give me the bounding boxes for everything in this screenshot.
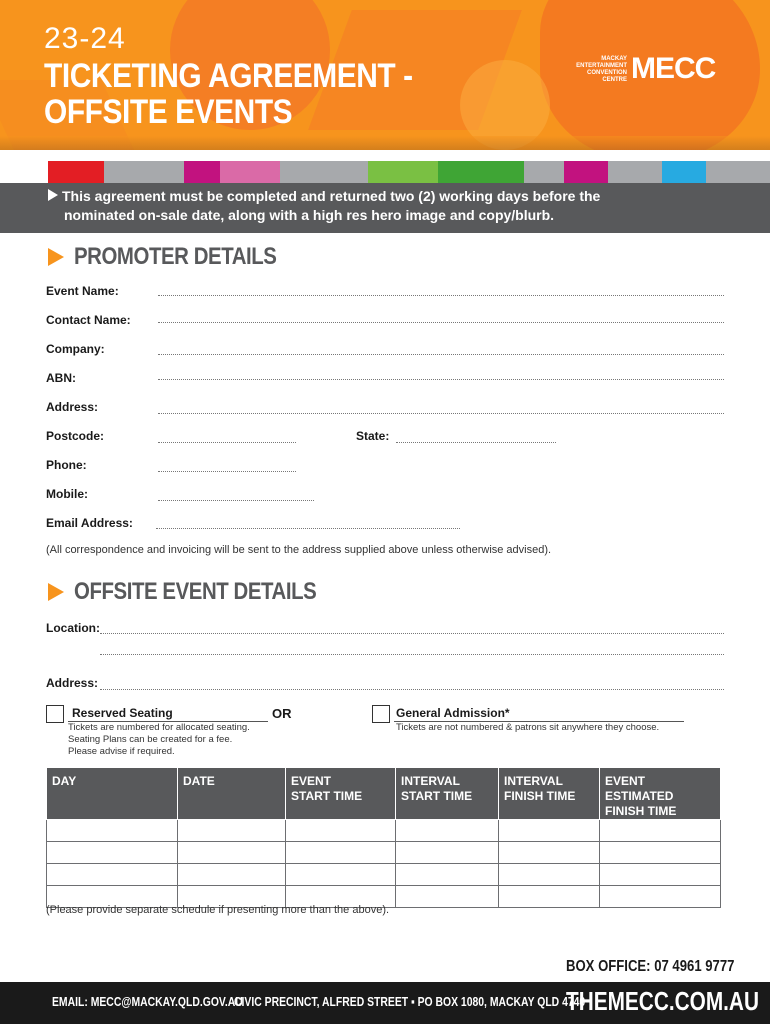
arrow-icon [48,248,64,266]
season-year: 23-24 [44,22,126,55]
instruction-line-1: This agreement must be completed and returned two (2) working days before the [62,188,601,204]
strip-segment [0,161,48,183]
contact-name-label: Contact Name: [46,313,131,327]
location-label: Location: [46,621,100,635]
strip-segment [706,161,770,183]
table-cell[interactable] [286,864,396,886]
column-header-line-1: EVENT [291,774,332,788]
table-cell[interactable] [178,820,286,842]
email-field[interactable] [156,528,460,529]
column-header [286,768,396,820]
location-field[interactable] [100,633,724,634]
abn-field[interactable] [158,379,724,380]
offsite-event-details-heading [48,577,359,607]
table-cell[interactable] [47,820,178,842]
general-admission-checkbox[interactable] [372,705,390,723]
schedule-note: (Please provide separate schedule if presenting more than the above). [46,904,390,916]
table-cell[interactable] [600,864,721,886]
box-office-phone: BOX OFFICE: 07 4961 9777 [566,958,735,975]
email-label: Email Address: [46,516,133,530]
event-address-label: Address: [46,676,99,690]
column-header-line-2: START TIME [401,789,473,803]
column-header-line-1: EVENT ESTIMATED [605,774,674,803]
column-header [178,768,286,820]
column-header [600,768,721,820]
table-cell[interactable] [286,820,396,842]
reserved-seating-desc-3: Please advise if required. [68,746,175,757]
table-cell[interactable] [499,820,600,842]
instruction-line-2: nominated on-sale date, along with a high res hero image and copy/blurb. [64,207,555,223]
event-name-label: Event Name: [46,284,119,298]
strip-segment [524,161,564,183]
table-row [47,842,721,864]
table-row [47,864,721,886]
strip-segment [438,161,524,183]
header-banner [0,0,770,150]
postcode-field[interactable] [158,442,296,443]
footer-website[interactable]: THEMECC.COM.AU [566,986,759,1016]
header-shadow [0,136,770,150]
contact-name-field[interactable] [158,322,724,323]
reserved-seating-desc-1: Tickets are numbered for allocated seating. [68,722,250,733]
postcode-label: Postcode: [46,429,105,443]
column-header-line-2: START TIME [291,789,363,803]
section-title: OFFSITE EVENT DETAILS [74,578,317,605]
footer-address: CIVIC PRECINCT, ALFRED STREET ▪ PO BOX 1080, MACKAY QLD 4740 [234,994,586,1009]
phone-field[interactable] [158,471,296,472]
mecc-logo [575,52,735,86]
logo-subtitle: MACKAY ENTERTAINMENT CONVENTION CENTRE [576,56,627,83]
strip-segment [104,161,184,183]
strip-segment [662,161,706,183]
strip-segment [220,161,280,183]
table-cell[interactable] [396,820,499,842]
table-cell[interactable] [178,864,286,886]
column-header [396,768,499,820]
column-header [499,768,600,820]
column-header-line-1: DATE [183,774,215,788]
state-field[interactable] [396,442,556,443]
column-header [47,768,178,820]
mobile-label: Mobile: [46,487,88,501]
location-field-line-2[interactable] [100,654,724,655]
footer [0,982,770,1024]
table-cell[interactable] [396,842,499,864]
reserved-seating-checkbox[interactable] [46,705,64,723]
table-cell[interactable] [600,820,721,842]
column-header-line-1: INTERVAL [504,774,563,788]
footer-email[interactable]: EMAIL: MECC@MACKAY.QLD.GOV.AU [52,994,243,1009]
abn-label: ABN: [46,371,76,385]
promoter-details-heading [48,242,312,272]
table-cell[interactable] [47,842,178,864]
instruction-text [48,187,748,225]
table-cell[interactable] [396,864,499,886]
correspondence-note: (All correspondence and invoicing will be sent to the address supplied above unless otherwise advised). [46,544,552,556]
table-cell[interactable] [178,842,286,864]
table-body [47,820,721,908]
table-cell[interactable] [47,864,178,886]
general-admission-desc: Tickets are not numbered & patrons sit anywhere they choose. [396,722,660,733]
reserved-seating-title: Reserved Seating [72,706,173,720]
logo-wordmark: MECC [631,52,716,85]
instruction-banner [0,183,770,233]
column-header-line-2: FINISH TIME [504,789,576,803]
strip-segment [564,161,608,183]
table-cell[interactable] [499,886,600,908]
or-label: OR [272,706,292,721]
reserved-seating-desc-2: Seating Plans can be created for a fee. [68,734,233,745]
column-header-line-1: DAY [52,774,77,788]
table-cell[interactable] [600,886,721,908]
arrow-icon [48,583,64,601]
event-address-field[interactable] [100,689,724,690]
address-field[interactable] [158,413,724,414]
company-label: Company: [46,342,105,356]
table-cell[interactable] [600,842,721,864]
strip-segment [48,161,104,183]
strip-segment [608,161,662,183]
strip-segment [184,161,220,183]
company-field[interactable] [158,354,724,355]
table-cell[interactable] [499,842,600,864]
event-schedule-table [46,767,721,908]
event-name-field[interactable] [158,295,724,296]
strip-segment [280,161,368,183]
section-title: PROMOTER DETAILS [74,243,277,270]
phone-label: Phone: [46,458,87,472]
mobile-field[interactable] [158,500,314,501]
color-strip [0,161,770,183]
table-cell[interactable] [499,864,600,886]
table-cell[interactable] [396,886,499,908]
state-label: State: [356,429,390,443]
column-header-line-2: FINISH TIME [605,804,677,818]
strip-segment [368,161,438,183]
table-row [47,820,721,842]
table-header-row [47,768,721,820]
general-admission-title: General Admission* [396,706,510,720]
address-label: Address: [46,400,99,414]
column-header-line-1: INTERVAL [401,774,460,788]
page-title: TICKETING AGREEMENT - OFFSITE EVENTS [44,57,413,131]
table-cell[interactable] [286,842,396,864]
arrow-icon [48,189,58,201]
